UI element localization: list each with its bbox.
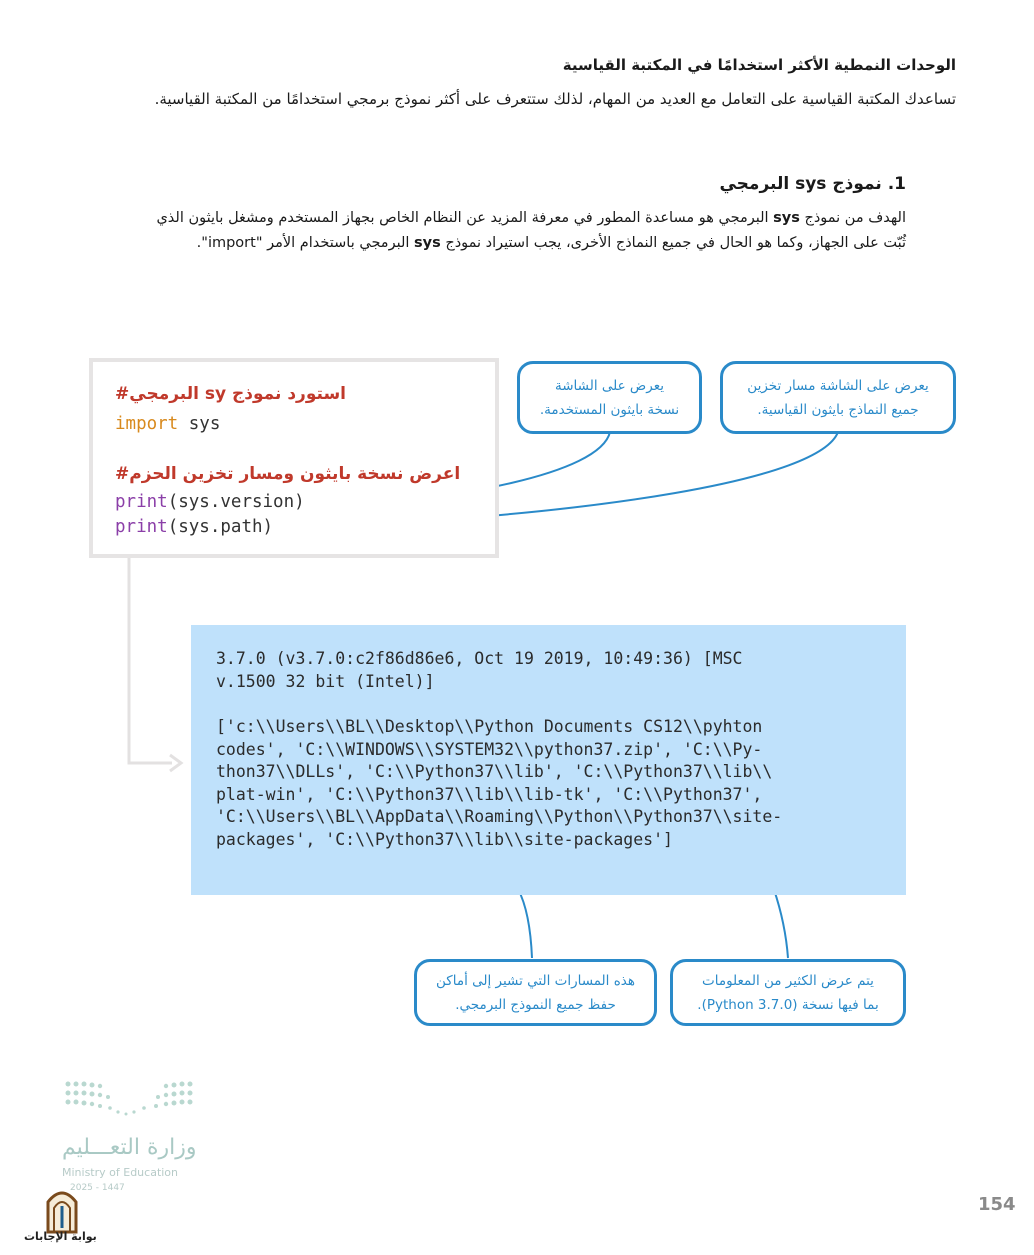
ministry-year: 2025 - 1447 (70, 1183, 125, 1193)
output-line: plat-win', 'C:\\Python37\\lib\\lib-tk', 'C:\\Python37', (216, 785, 763, 804)
callout-paths (414, 959, 657, 1026)
callout-line: يتم عرض الكثير من المعلومات (702, 972, 874, 989)
callout-version (517, 361, 702, 434)
ministry-name-english: Ministry of Education (62, 1166, 179, 1179)
code-line-print-version (115, 492, 305, 512)
watermark-label: بوابة الإجابات (24, 1230, 97, 1243)
page-number: 154 (978, 1194, 1016, 1215)
callout-info (670, 959, 906, 1026)
output-line: codes', 'C:\\WINDOWS\\SYSTEM32\\python37.zip', 'C:\\Py- (216, 740, 763, 759)
callout-path (720, 361, 956, 434)
text-run: ثُبّت على الجهاز، وكما هو الحال في جميع النماذج الأخرى، يجب استيراد نموذج (440, 235, 906, 251)
keyword-import: import (115, 414, 179, 434)
callout-line: يعرض على الشاشة مسار تخزين (747, 377, 929, 394)
code-line-import (115, 414, 220, 434)
callout-line: هذه المسارات التي تشير إلى أماكن (436, 972, 635, 989)
output-line: ['c:\\Users\\BL\\Desktop\\Python Documents CS12\\pyhton (216, 717, 763, 736)
intro-paragraph: تساعدك المكتبة القياسية على التعامل مع العديد من المهام، لذلك ستتعرف على أكثر نموذج برمجي استخدامًا من المكتبة القياسية. (154, 90, 956, 108)
output-line: 'C:\\Users\\BL\\AppData\\Roaming\\Python\\Python37\\site- (216, 807, 783, 826)
text-run: الهدف من نموذج (799, 210, 906, 226)
sys-keyword: sys (414, 235, 441, 251)
module-name: sys (178, 414, 221, 434)
code-box (89, 358, 499, 558)
callout-line: يعرض على الشاشة (555, 377, 664, 394)
code-comment-print: اعرض نسخة بايثون ومسار تخزين الحزم# (115, 464, 461, 484)
callout-line: بما فيها نسخة (Python 3.7.0). (697, 996, 879, 1013)
function-print: print (115, 492, 168, 512)
code-line-print-path (115, 517, 273, 537)
output-line: packages', 'C:\\Python37\\lib\\site-packages'] (216, 830, 673, 849)
output-box (191, 625, 906, 895)
code-comment-import: استورد نموذج sy البرمجي# (115, 384, 346, 404)
print-argument: (sys.version) (167, 492, 305, 512)
text-run: البرمجي هو مساعدة المطور في معرفة المزيد عن النظام الخاص بجهاز المستخدم ومشغل بايثون الذي (156, 210, 774, 226)
text-run: البرمجي باستخدام الأمر "import". (196, 235, 415, 251)
sys-module-title: 1. نموذج sys البرمجي (719, 174, 906, 194)
section-heading: الوحدات النمطية الأكثر استخدامًا في المكتبة القياسية (562, 56, 956, 74)
callout-line: حفظ جميع النموذج البرمجي. (455, 996, 616, 1013)
sys-keyword: sys (773, 210, 800, 226)
output-line: thon37\\DLLs', 'C:\\Python37\\lib', 'C:\\Python37\\lib\\ (216, 762, 773, 781)
output-line: v.1500 32 bit (Intel)] (216, 672, 435, 691)
function-print: print (115, 517, 168, 537)
callout-line: نسخة بايثون المستخدمة. (539, 401, 680, 418)
flow-arrow-line (129, 555, 172, 763)
output-line: 3.7.0 (v3.7.0:c2f86d86e6, Oct 19 2019, 10:49:36) [MSC (216, 649, 743, 668)
ministry-name-arabic: وزارة التعـــليم (62, 1135, 197, 1160)
callout-line: جميع النماذج بايثون القياسية. (757, 401, 919, 418)
print-argument: (sys.path) (167, 517, 274, 537)
